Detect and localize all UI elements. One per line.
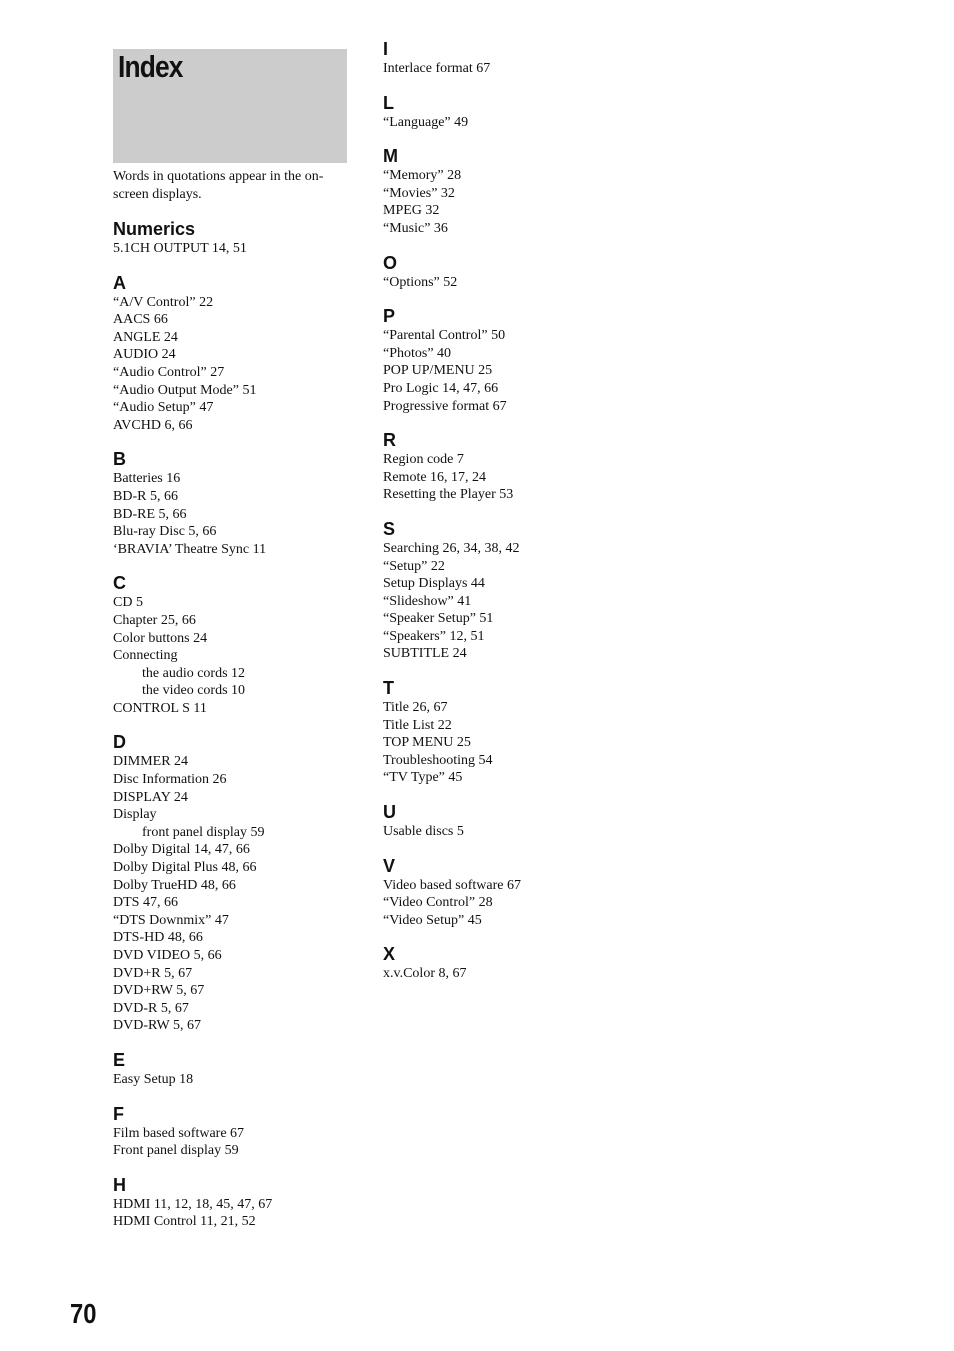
index-entry: Setup Displays 44 <box>383 576 485 592</box>
index-entry: MPEG 32 <box>383 203 440 219</box>
section-heading: C <box>113 573 126 594</box>
index-section <box>383 145 521 237</box>
intro-text: Words in quotations appear in the on-screen displays. <box>113 169 324 202</box>
section-heading: F <box>113 1103 124 1124</box>
index-column-right <box>383 38 521 983</box>
section-heading: B <box>113 449 126 470</box>
index-entry: DTS 47, 66 <box>113 895 178 911</box>
index-entry: Chapter 25, 66 <box>113 612 196 628</box>
index-title-box <box>113 49 347 163</box>
index-entry: ‘BRAVIA’ Theatre Sync 11 <box>113 541 267 557</box>
section-heading: V <box>383 855 396 876</box>
index-entry: 5.1CH OUTPUT 14, 51 <box>113 241 247 256</box>
section-heading: Numerics <box>113 219 196 239</box>
section-heading: H <box>113 1174 126 1195</box>
section-heading: A <box>113 272 126 293</box>
section-heading: O <box>383 252 398 273</box>
section-heading: X <box>383 944 396 965</box>
index-entry: DVD-RW 5, 67 <box>113 1018 202 1034</box>
index-section <box>383 429 521 504</box>
index-entry: Progressive format 67 <box>383 398 507 414</box>
index-entry: x.v.Color 8, 67 <box>383 966 467 982</box>
index-section <box>383 92 521 132</box>
index-entry: Batteries 16 <box>113 471 181 487</box>
index-entry: “TV Type” 45 <box>383 770 463 786</box>
index-entry: Title 26, 67 <box>383 700 448 716</box>
index-entry: “Setup” 22 <box>383 558 445 574</box>
index-section <box>113 1103 272 1160</box>
index-entry: CD 5 <box>113 595 143 611</box>
index-entry: AUDIO 24 <box>113 347 176 363</box>
index-entry: DVD-R 5, 67 <box>113 1000 189 1016</box>
index-entry: DVD+R 5, 67 <box>113 965 193 981</box>
index-column-left <box>113 218 272 1231</box>
section-heading: L <box>383 92 394 113</box>
index-section <box>113 1049 272 1089</box>
index-entry: “Audio Setup” 47 <box>113 400 214 416</box>
index-section <box>113 1174 272 1231</box>
index-entry: “A/V Control” 22 <box>113 294 214 310</box>
index-entry: AACS 66 <box>113 312 168 328</box>
index-entry: Video based software 67 <box>383 877 521 893</box>
section-heading: E <box>113 1049 126 1070</box>
index-entry: Troubleshooting 54 <box>383 752 493 768</box>
section-heading: R <box>383 430 396 451</box>
index-entry: Region code 7 <box>383 452 464 468</box>
index-entry: ANGLE 24 <box>113 329 178 345</box>
index-entry: HDMI 11, 12, 18, 45, 47, 67 <box>113 1196 273 1212</box>
index-entry: DISPLAY 24 <box>113 789 188 805</box>
section-heading: U <box>383 802 396 823</box>
section-heading: D <box>113 732 126 753</box>
page-number: 70 <box>70 1298 97 1329</box>
index-section <box>383 677 521 787</box>
index-section <box>383 252 521 292</box>
index-section <box>383 801 521 841</box>
index-section <box>113 448 272 558</box>
index-entry: Dolby Digital 14, 47, 66 <box>113 842 250 858</box>
index-entry: Usable discs 5 <box>383 824 464 840</box>
index-section <box>383 855 521 930</box>
index-entry: Disc Information 26 <box>113 772 227 788</box>
index-entry: “Speaker Setup” 51 <box>383 611 494 627</box>
index-entry: Pro Logic 14, 47, 66 <box>383 380 499 396</box>
index-entry: Connecting <box>113 648 178 664</box>
section-heading: T <box>383 678 394 699</box>
section-heading: S <box>383 518 396 539</box>
index-entry: Display <box>113 807 157 823</box>
index-section <box>383 305 521 415</box>
index-entry: “Music” 36 <box>383 220 448 236</box>
index-entry: Front panel display 59 <box>113 1143 239 1159</box>
index-entry: “Movies” 32 <box>383 185 455 201</box>
index-entry: Searching 26, 34, 38, 42 <box>383 540 520 556</box>
index-entry: “Photos” 40 <box>383 345 452 361</box>
index-entry: Resetting the Player 53 <box>383 487 514 503</box>
index-entry: DVD+RW 5, 67 <box>113 983 205 999</box>
index-entry: DTS-HD 48, 66 <box>113 930 203 946</box>
index-subentry: the video cords 10 <box>142 683 246 699</box>
index-section <box>113 572 272 717</box>
index-entry: HDMI Control 11, 21, 52 <box>113 1214 256 1230</box>
index-entry: “Parental Control” 50 <box>383 328 506 344</box>
section-heading: I <box>383 39 389 59</box>
index-entry: DIMMER 24 <box>113 754 189 770</box>
index-entry: “Language” 49 <box>383 114 469 130</box>
index-entry: “Video Control” 28 <box>383 895 493 911</box>
index-entry: Remote 16, 17, 24 <box>383 469 487 485</box>
index-entry: “Audio Control” 27 <box>113 364 225 380</box>
index-entry: CONTROL S 11 <box>113 700 207 716</box>
index-entry: Color buttons 24 <box>113 630 208 646</box>
index-entry: Film based software 67 <box>113 1125 245 1141</box>
index-entry: Blu-ray Disc 5, 66 <box>113 524 217 540</box>
section-heading: M <box>383 146 398 167</box>
index-entry: “Options” 52 <box>383 274 458 290</box>
index-entry: Dolby Digital Plus 48, 66 <box>113 860 257 876</box>
index-subentry: front panel display 59 <box>142 824 265 840</box>
index-entry: Dolby TrueHD 48, 66 <box>113 877 236 893</box>
index-entry: “Video Setup” 45 <box>383 912 482 928</box>
index-entry: “DTS Downmix” 47 <box>113 912 229 928</box>
index-entry: Easy Setup 18 <box>113 1071 194 1087</box>
index-section <box>383 38 521 78</box>
index-entry: TOP MENU 25 <box>383 735 471 751</box>
index-entry: BD-R 5, 66 <box>113 488 178 504</box>
index-section <box>113 218 272 258</box>
index-section <box>113 731 272 1035</box>
index-section <box>383 518 521 663</box>
index-entry: POP UP/MENU 25 <box>383 363 493 379</box>
section-heading: P <box>383 306 396 327</box>
index-entry: Interlace format 67 <box>383 61 491 76</box>
index-entry: Title List 22 <box>383 717 452 733</box>
index-entry: “Memory” 28 <box>383 168 462 184</box>
index-subentry: the audio cords 12 <box>142 665 246 681</box>
index-entry: BD-RE 5, 66 <box>113 506 187 522</box>
index-section <box>113 272 272 435</box>
index-entry: SUBTITLE 24 <box>383 646 467 662</box>
index-entry: “Audio Output Mode” 51 <box>113 382 257 398</box>
index-entry: “Slideshow” 41 <box>383 593 472 609</box>
index-section <box>383 943 521 983</box>
index-entry: DVD VIDEO 5, 66 <box>113 948 222 963</box>
index-entry: “Speakers” 12, 51 <box>383 628 485 644</box>
index-entry: AVCHD 6, 66 <box>113 417 193 433</box>
page-title: Index <box>118 49 183 84</box>
